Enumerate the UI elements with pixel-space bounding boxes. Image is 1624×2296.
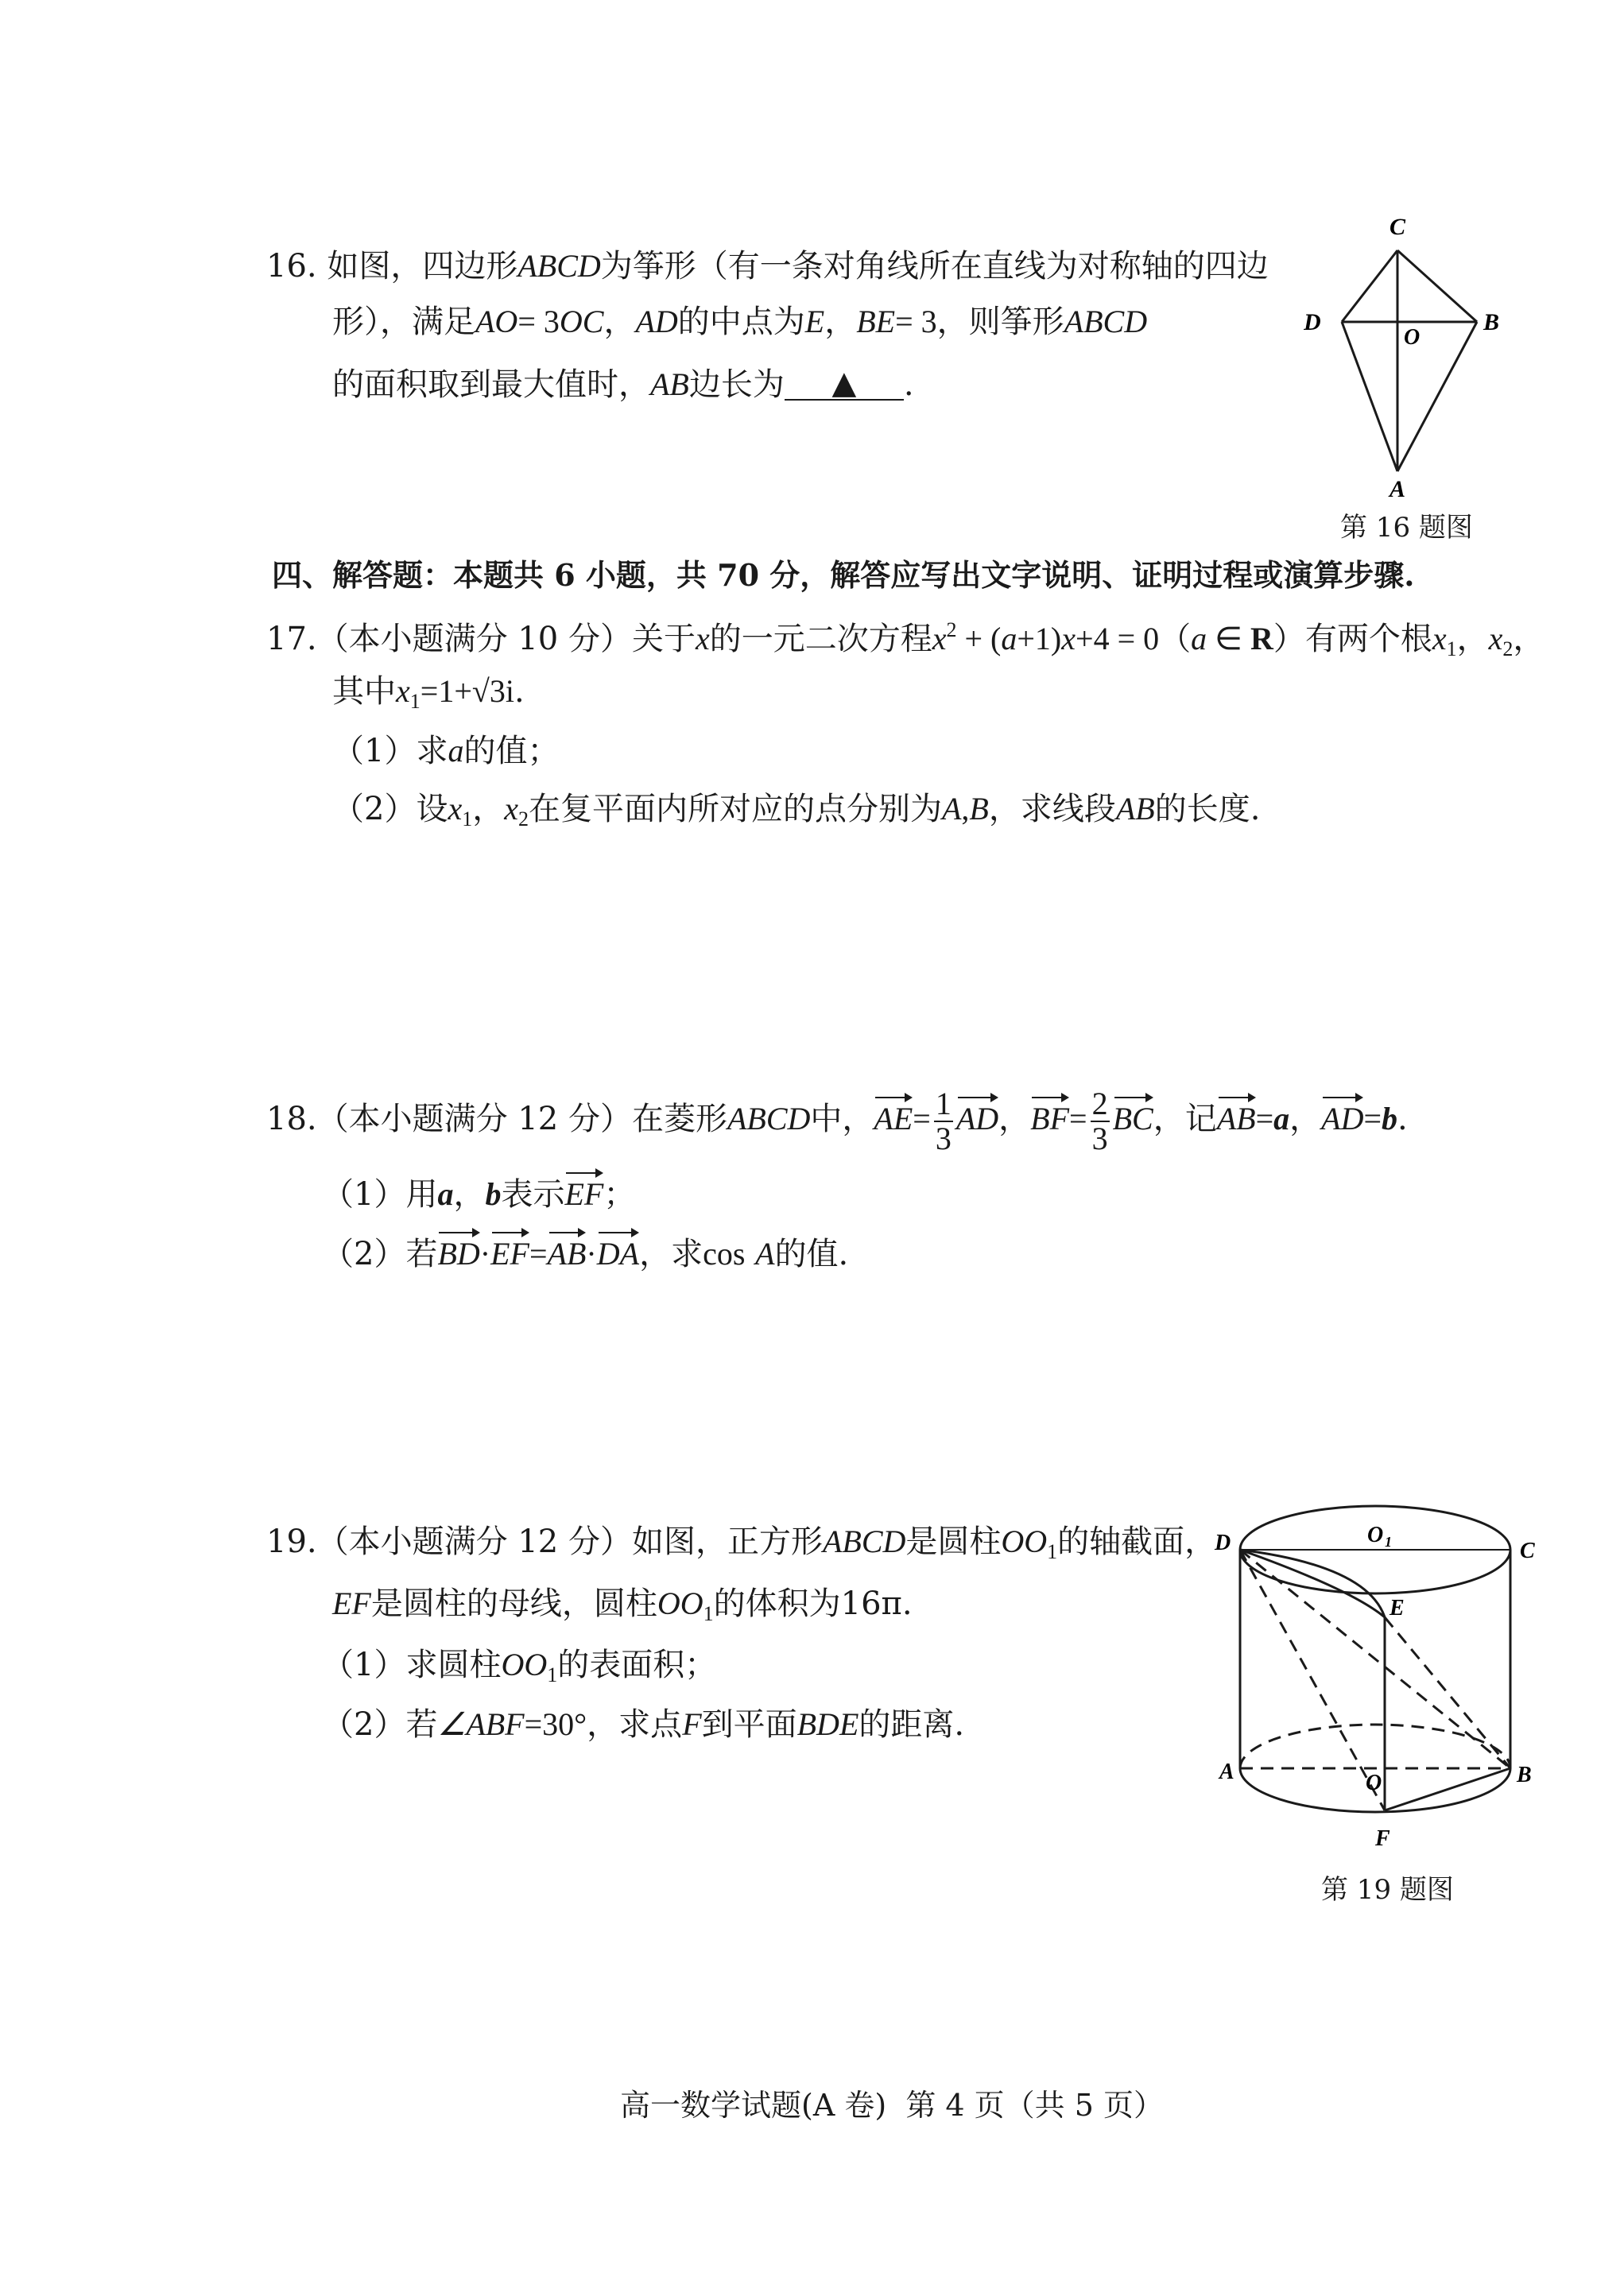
math: = — [529, 1236, 548, 1272]
math: AO — [475, 304, 518, 339]
text: ，则筝形 — [936, 304, 1064, 340]
q16-line3 — [332, 367, 914, 401]
text: 的轴截面， — [1057, 1524, 1217, 1560]
page-footer: 高一数学试题(A 卷) 第 4 页（共 5 页） — [620, 2088, 1165, 2123]
math: = — [1069, 1101, 1087, 1136]
q16-line1 — [266, 248, 1269, 285]
text: （2）若 — [322, 1236, 438, 1272]
label-c: C — [1390, 214, 1406, 240]
math: 1 — [462, 807, 473, 831]
vector-da: DA — [596, 1236, 640, 1272]
text: 的值. — [774, 1236, 849, 1272]
math: a — [437, 1176, 454, 1212]
math: OO — [501, 1647, 548, 1682]
text: 的一元二次方程 — [709, 621, 932, 657]
math: =30°，求点 — [524, 1706, 683, 1742]
math: x — [1432, 621, 1447, 656]
text: ，记 — [1153, 1101, 1217, 1137]
text: （本小题满分 10 分）关于 — [316, 621, 696, 657]
fraction — [1091, 1087, 1110, 1156]
q17-line1 — [266, 620, 1545, 660]
math: EF — [332, 1586, 371, 1621]
numerator: 2 — [1091, 1086, 1108, 1121]
label-o: O — [1366, 1771, 1382, 1795]
text: 的中点为 — [677, 304, 805, 340]
math: 2 — [517, 807, 529, 831]
q17-line2 — [332, 673, 525, 713]
answer-blank — [785, 367, 904, 401]
math: cos — [703, 1236, 746, 1272]
numerator: 1 — [935, 1086, 952, 1121]
figure-caption: 第 16 题图 — [1340, 512, 1473, 544]
cylinder-figure — [1208, 1494, 1542, 1891]
math: a — [1191, 621, 1207, 656]
text: 到平面 — [701, 1706, 797, 1743]
text: ； — [603, 1176, 636, 1213]
math: AB — [650, 366, 689, 402]
text: （1）求 — [332, 733, 448, 769]
text: （本小题满分 12 分）如图，正方形 — [316, 1524, 823, 1560]
math: +1) — [1017, 621, 1062, 656]
math: 2 — [946, 618, 957, 641]
math: b — [485, 1176, 502, 1212]
q16-line2 — [332, 306, 1147, 338]
text: 中， — [810, 1101, 874, 1137]
math: A — [941, 791, 962, 827]
fraction — [934, 1087, 953, 1156]
math: = 3 — [895, 304, 937, 339]
text: （1）用 — [322, 1176, 438, 1213]
q19-part2 — [322, 1706, 965, 1743]
q17-part2 — [332, 793, 1260, 830]
label-a: A — [1219, 1760, 1234, 1784]
math: ABCD — [822, 1524, 906, 1559]
text: （1）求圆柱 — [322, 1647, 502, 1683]
label-f: F — [1375, 1826, 1390, 1851]
text: 为筝形（有一条对角线所在直线为对称轴的四边 — [600, 248, 1269, 285]
q19-line2 — [332, 1588, 913, 1624]
text: 的表面积； — [557, 1647, 717, 1683]
denominator: 3 — [1091, 1121, 1108, 1156]
math: · — [479, 1236, 491, 1272]
vector-ef: EF — [564, 1176, 604, 1212]
denominator: 3 — [935, 1121, 952, 1156]
vector-ab: AB — [547, 1236, 587, 1272]
q18-line1 — [266, 1087, 1408, 1156]
math: B — [969, 791, 989, 827]
vector-ad: AD — [955, 1101, 999, 1136]
math: = 3 — [517, 304, 560, 339]
vector-ab: AB — [1216, 1101, 1256, 1136]
math: = — [1255, 1101, 1274, 1136]
text: 表示 — [501, 1176, 565, 1213]
label-o1-subscript: 1 — [1385, 1534, 1392, 1550]
text: 的值； — [463, 733, 560, 769]
text: ， — [998, 1101, 1031, 1137]
text: 形），满足 — [332, 304, 475, 340]
vector-ae: AE — [874, 1101, 913, 1136]
text: 在复平面内所对应的点分别为 — [528, 791, 942, 827]
text: ， — [453, 1176, 486, 1213]
text: 的长度. — [1154, 791, 1261, 827]
math: 1 — [547, 1663, 558, 1686]
label-o1: O — [1367, 1523, 1384, 1547]
vector-ef: EF — [490, 1236, 529, 1272]
math: 1 — [703, 1602, 714, 1625]
question-number: 19. — [266, 1524, 317, 1560]
text: . — [1397, 1101, 1408, 1137]
text: ）有两个根 — [1273, 621, 1432, 657]
math: a — [1273, 1101, 1290, 1136]
text: . — [903, 366, 914, 403]
text: ， — [824, 304, 857, 340]
math: b — [1382, 1101, 1398, 1136]
q19-line1 — [266, 1526, 1216, 1562]
math: 1 — [1047, 1540, 1058, 1563]
q17-part1 — [332, 735, 559, 767]
math: x — [448, 791, 463, 827]
math: ∈ — [1207, 621, 1250, 656]
figure-caption: 第 19 题图 — [1321, 1874, 1454, 1906]
math: 1 — [1446, 637, 1457, 660]
text: ，求 — [639, 1236, 703, 1272]
text: （2）若 — [322, 1706, 438, 1743]
text: . — [514, 673, 525, 710]
math: OO — [657, 1586, 703, 1621]
math: E — [804, 304, 825, 339]
math: a — [448, 733, 464, 769]
math: AD — [635, 304, 678, 339]
text: 边长为 — [688, 366, 785, 403]
math: BE — [856, 304, 896, 339]
math: +4 = 0（ — [1076, 621, 1192, 656]
math: = — [913, 1101, 931, 1136]
question-number: 16. — [266, 248, 317, 285]
math: x — [1488, 621, 1503, 656]
label-b: B — [1483, 309, 1500, 335]
math: 1 — [409, 690, 421, 713]
label-d: D — [1215, 1531, 1231, 1555]
math: + ( — [956, 621, 1002, 656]
q19-part1 — [322, 1649, 716, 1686]
text: ，求线段 — [988, 791, 1116, 827]
text: 是圆柱 — [905, 1524, 1002, 1560]
math: ABCD — [1064, 304, 1148, 339]
section-heading: 四、解答题：本题共 6 小题，共 70 分，解答应写出文字说明、证明过程或演算步骤. — [272, 557, 1415, 593]
math: R — [1250, 621, 1273, 656]
math: OO — [1001, 1524, 1048, 1559]
vector-bc: BC — [1112, 1101, 1153, 1136]
label-e: E — [1390, 1596, 1405, 1620]
text: 是圆柱的母线，圆柱 — [370, 1586, 657, 1622]
text: ， — [1456, 621, 1489, 657]
math: x — [1061, 621, 1076, 656]
text: ， — [1289, 1101, 1322, 1137]
math: ABCD — [517, 248, 601, 284]
vector-ad: AD — [1321, 1101, 1364, 1136]
text: ， — [1513, 621, 1545, 657]
math: 2 — [1502, 637, 1514, 660]
math: AB — [1115, 791, 1155, 827]
text: ， — [603, 304, 636, 340]
kite-figure — [1304, 211, 1526, 544]
math: = — [1363, 1101, 1382, 1136]
math: x — [932, 621, 947, 656]
text: 的面积取到最大值时， — [332, 366, 650, 403]
label-b: B — [1517, 1763, 1532, 1787]
question-number: 18. — [266, 1101, 317, 1137]
question-number: 17. — [266, 621, 317, 657]
math: a — [1001, 621, 1017, 656]
triangle-icon: ▲ — [831, 365, 857, 401]
text: 的体积为16π. — [713, 1586, 913, 1622]
text: （2）设 — [332, 791, 448, 827]
text: 其中 — [332, 673, 396, 710]
label-c: C — [1520, 1539, 1535, 1563]
vector-bf: BF — [1030, 1101, 1070, 1136]
text: （本小题满分 12 分）在菱形 — [316, 1101, 727, 1137]
math: BDE — [796, 1706, 859, 1742]
label-d: D — [1304, 309, 1321, 335]
q18-part2 — [322, 1238, 848, 1270]
text: 的距离. — [859, 1706, 965, 1743]
q18-part1 — [322, 1176, 636, 1213]
label-o: O — [1404, 325, 1421, 350]
text: ， — [472, 791, 505, 827]
label-a: A — [1390, 476, 1406, 502]
vector-bd: BD — [437, 1236, 480, 1272]
math: · — [586, 1236, 597, 1272]
math: x — [695, 621, 710, 656]
math: OC — [559, 304, 604, 339]
math: A — [755, 1236, 775, 1272]
math: F — [682, 1706, 702, 1742]
math: x — [396, 673, 410, 709]
text: 如图，四边形 — [327, 248, 518, 285]
math: =1+√3i — [420, 673, 514, 709]
math: x — [504, 791, 518, 827]
math: ∠ABF — [437, 1706, 525, 1742]
math: ABCD — [727, 1101, 811, 1136]
math: , — [961, 791, 970, 827]
